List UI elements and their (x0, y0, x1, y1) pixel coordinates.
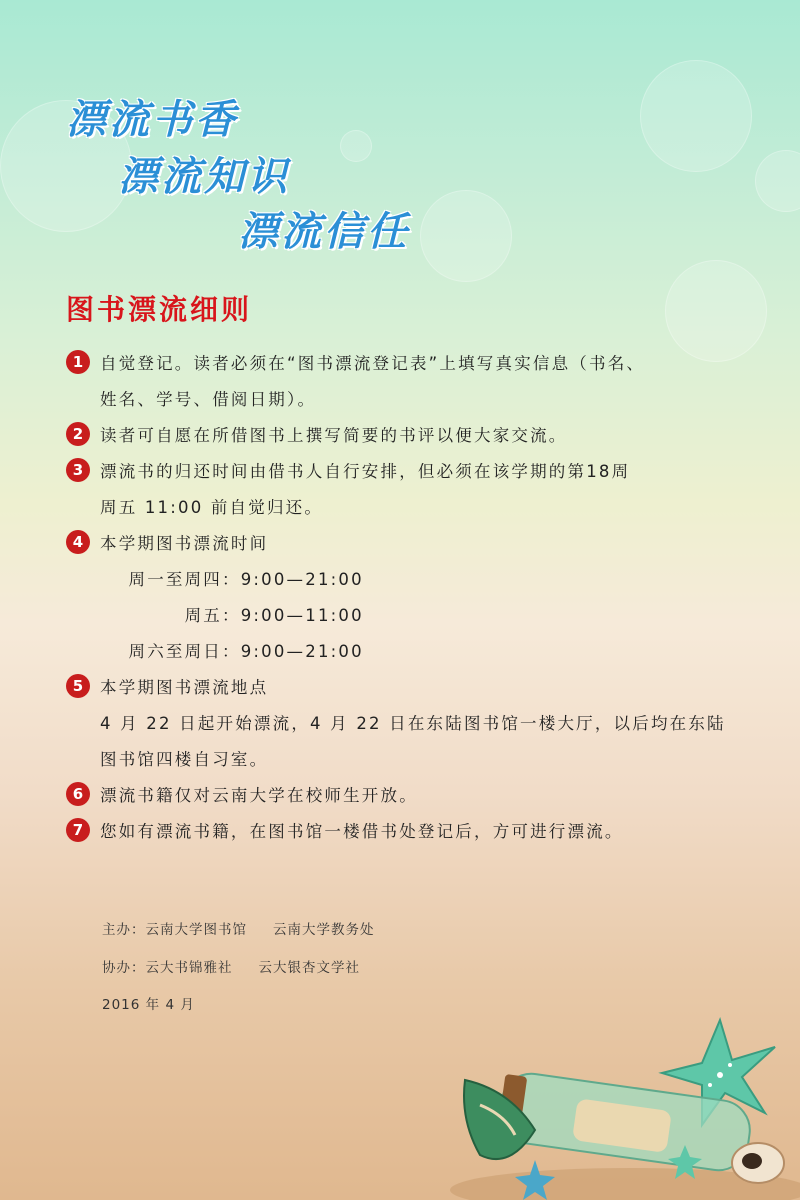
rule-1 (66, 346, 786, 418)
rule-4 (66, 526, 786, 670)
number-badge: 3 (66, 458, 90, 482)
rule-text: 您如有漂流书籍，在图书馆一楼借书处登记后，方可进行漂流。 (100, 822, 624, 841)
rule-7 (66, 814, 786, 850)
schedule-time: ：9:00—21:00 (222, 642, 364, 661)
rules-list (66, 346, 786, 850)
rule-text: 漂流书的归还时间由借书人自行安排，但必须在该学期的第18周 (100, 462, 631, 481)
rule-text: 图书馆四楼自习室。 (100, 750, 269, 769)
rule-6 (66, 778, 786, 814)
co-host-org-1: 云大书锦雅社 (145, 960, 233, 976)
footer-date: 2016 年 4 月 (102, 997, 195, 1013)
rule-text: 周五 11:00 前自觉归还。 (100, 498, 324, 517)
rule-text: 漂流书籍仅对云南大学在校师生开放。 (100, 786, 418, 805)
bubble-decoration (755, 150, 800, 212)
rule-text: 自觉登记。读者必须在“图书漂流登记表”上填写真实信息（书名、 (100, 354, 646, 373)
footer-co-host (102, 956, 360, 976)
slogan-line-1: 漂流书香 (66, 97, 238, 143)
footer-host (102, 918, 375, 938)
rule-text: 姓名、学号、借阅日期）。 (100, 390, 317, 409)
schedule-day: 周五 (184, 606, 222, 625)
number-badge: 1 (66, 350, 90, 374)
co-host-label: 协办： (102, 960, 146, 976)
host-org-1: 云南大学图书馆 (145, 922, 247, 938)
host-org-2: 云南大学教务处 (273, 922, 375, 938)
schedule-row (100, 598, 786, 634)
schedule-row (100, 562, 786, 598)
section-title: 图书漂流细则 (66, 293, 253, 326)
schedule-day: 周一至周四 (128, 570, 222, 589)
number-badge: 4 (66, 530, 90, 554)
schedule-time: ：9:00—11:00 (222, 606, 364, 625)
rule-3 (66, 454, 786, 526)
bubble-decoration (420, 190, 512, 282)
rule-5 (66, 670, 786, 778)
schedule-time: ：9:00—21:00 (222, 570, 364, 589)
bubble-decoration (340, 130, 372, 162)
slogan-line-3: 漂流信任 (238, 209, 410, 255)
number-badge: 5 (66, 674, 90, 698)
schedule-day: 周六至周日 (128, 642, 222, 661)
bubble-decoration (640, 60, 752, 172)
number-badge: 2 (66, 422, 90, 446)
number-badge: 7 (66, 818, 90, 842)
host-label: 主办： (102, 922, 146, 938)
rule-text: 读者可自愿在所借图书上撰写简要的书评以便大家交流。 (100, 426, 568, 445)
rule-text: 本学期图书漂流时间 (100, 534, 269, 553)
co-host-org-2: 云大银杏文学社 (258, 960, 360, 976)
schedule-row (100, 634, 786, 670)
rule-2 (66, 418, 786, 454)
slogan-line-2: 漂流知识 (118, 154, 290, 200)
rule-text: 本学期图书漂流地点 (100, 678, 269, 697)
number-badge: 6 (66, 782, 90, 806)
beach-decoration (440, 1005, 800, 1200)
rule-text: 4 月 22 日起开始漂流，4 月 22 日在东陆图书馆一楼大厅，以后均在东陆 (100, 714, 726, 733)
